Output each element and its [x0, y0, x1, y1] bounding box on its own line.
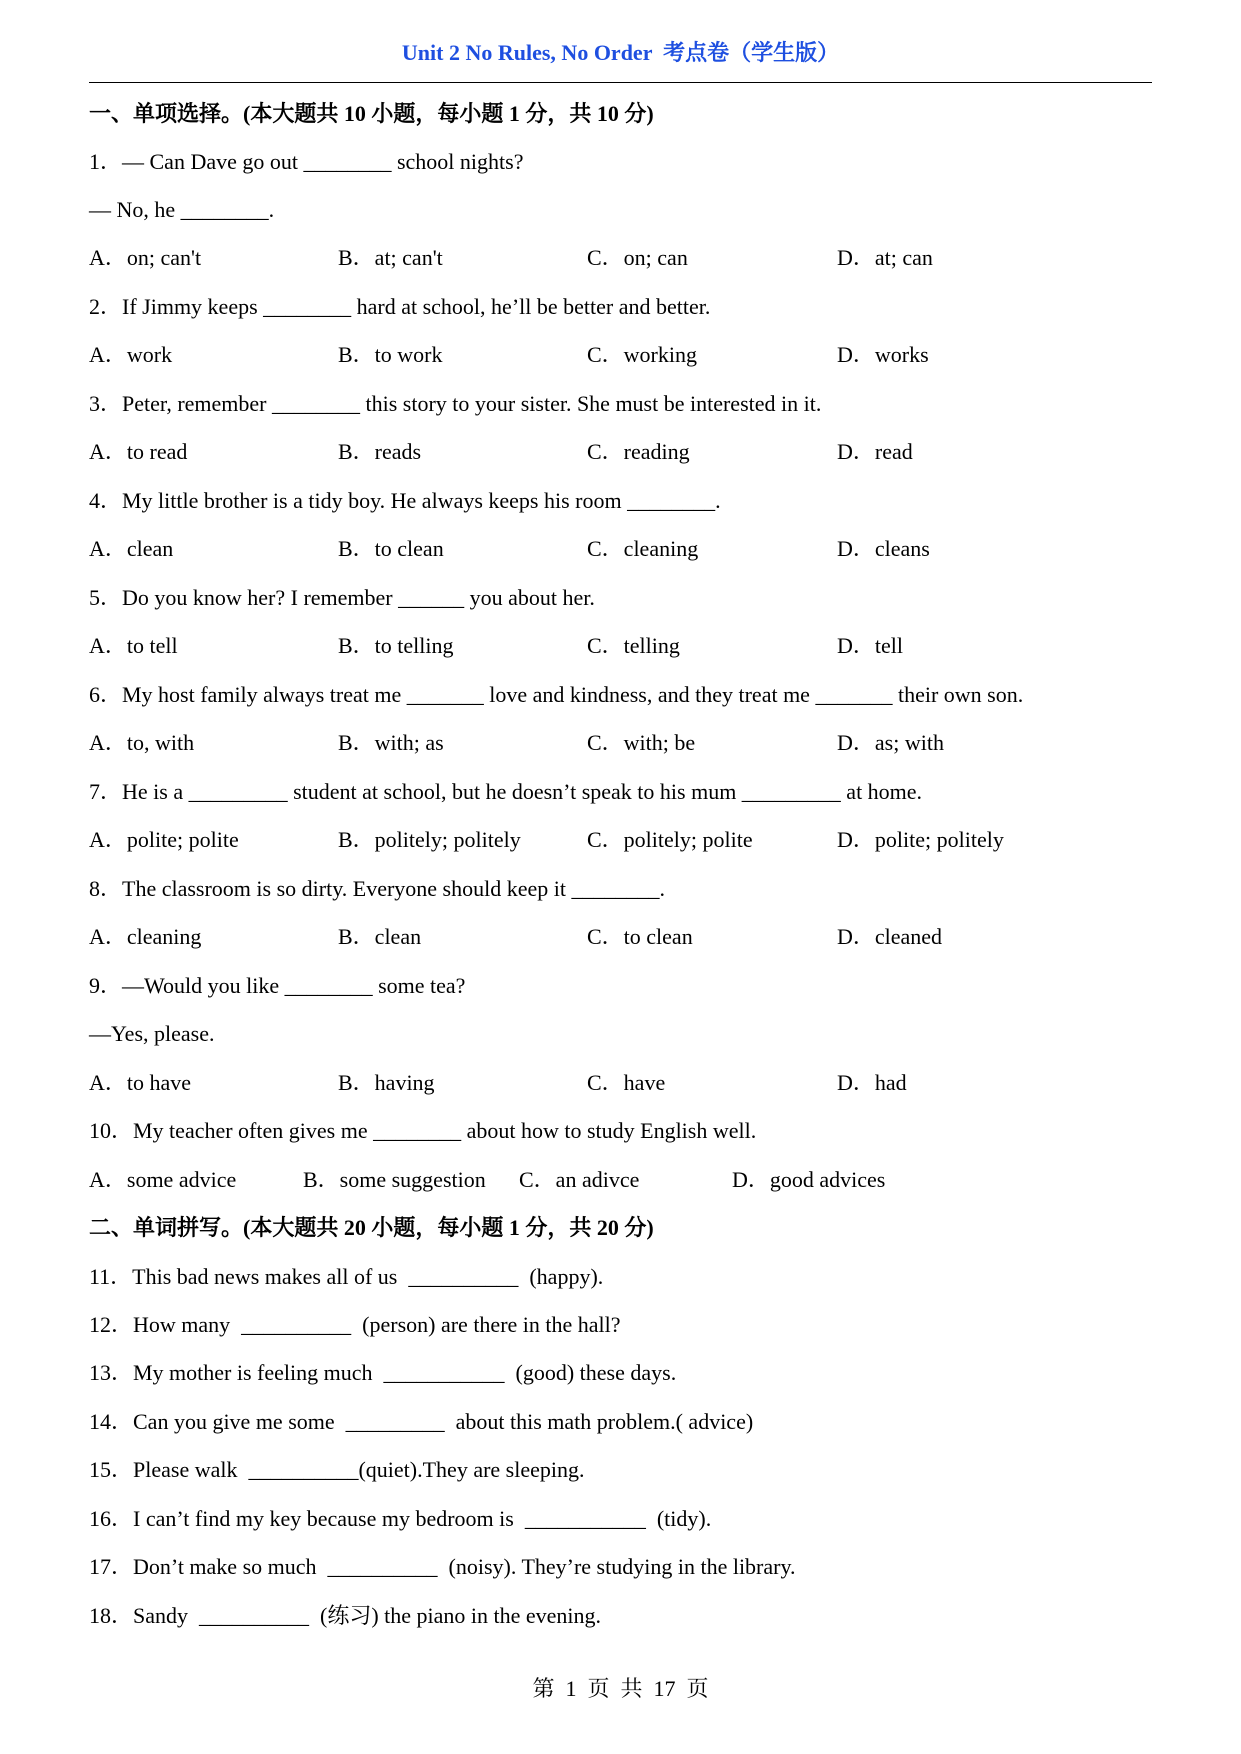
answer-options-row	[89, 728, 1152, 758]
answer-options-row	[89, 437, 1152, 467]
spelling-item: 12．How many __________ (person) are there in the hall?	[89, 1312, 621, 1337]
option-c[interactable]: C．an adivce	[519, 1167, 640, 1192]
option-b[interactable]: B．to telling	[338, 633, 454, 658]
option-a[interactable]: A．to read	[89, 439, 188, 464]
answer-options-row	[89, 1165, 1152, 1195]
question-stem: 6．My host family always treat me _______ love and kindness, and they treat me _______ their own son.	[89, 682, 1024, 707]
option-b[interactable]: B．to clean	[338, 536, 444, 561]
question-stem: 9．—Would you like ________ some tea?	[89, 973, 466, 998]
question-stem: 3．Peter, remember ________ this story to your sister. She must be interested in it.	[89, 391, 822, 416]
question-stem: 10．My teacher often gives me ________ about how to study English well.	[89, 1118, 757, 1143]
question-stem: 7．He is a _________ student at school, but he doesn’t speak to his mum _________ at home.	[89, 779, 923, 804]
answer-options-row	[89, 340, 1152, 370]
option-c[interactable]: C．reading	[587, 439, 690, 464]
answer-options-row	[89, 534, 1152, 564]
option-a[interactable]: A．some advice	[89, 1167, 237, 1192]
option-b[interactable]: B．politely; politely	[338, 827, 521, 852]
option-d[interactable]: D．had	[837, 1070, 907, 1095]
answer-options-row	[89, 243, 1152, 273]
option-d[interactable]: D．works	[837, 342, 929, 367]
option-d[interactable]: D．read	[837, 439, 913, 464]
question-stem: 8．The classroom is so dirty. Everyone should keep it ________.	[89, 876, 665, 901]
answer-options-row	[89, 825, 1152, 855]
question-stem: 4．My little brother is a tidy boy. He always keeps his room ________.	[89, 488, 721, 513]
spelling-item: 13．My mother is feeling much ___________ (good) these days.	[89, 1360, 677, 1385]
option-a[interactable]: A．cleaning	[89, 924, 202, 949]
option-d[interactable]: D．as; with	[837, 730, 944, 755]
option-b[interactable]: B．reads	[338, 439, 422, 464]
option-c[interactable]: C．cleaning	[587, 536, 699, 561]
question-stem-continued: — No, he ________.	[89, 197, 275, 222]
option-d[interactable]: D．good advices	[732, 1167, 886, 1192]
question-stem: 5．Do you know her? I remember ______ you about her.	[89, 585, 595, 610]
option-b[interactable]: B．with; as	[338, 730, 444, 755]
spelling-item: 14．Can you give me some _________ about this math problem.( advice)	[89, 1409, 754, 1434]
answer-options-row	[89, 1068, 1152, 1098]
spelling-item: 11．This bad news makes all of us __________ (happy).	[89, 1264, 604, 1289]
option-d[interactable]: D．cleans	[837, 536, 930, 561]
question-stem: 2．If Jimmy keeps ________ hard at school, he’ll be better and better.	[89, 294, 711, 319]
option-d[interactable]: D．polite; politely	[837, 827, 1004, 852]
option-c[interactable]: C．on; can	[587, 245, 688, 270]
option-d[interactable]: D．at; can	[837, 245, 933, 270]
option-c[interactable]: C．to clean	[587, 924, 693, 949]
question-stem-continued: —Yes, please.	[89, 1021, 215, 1046]
option-c[interactable]: C．have	[587, 1070, 666, 1095]
spelling-item: 17．Don’t make so much __________ (noisy). They’re studying in the library.	[89, 1554, 796, 1579]
spelling-item: 18．Sandy __________ (练习) the piano in the evening.	[89, 1603, 602, 1628]
option-a[interactable]: A．clean	[89, 536, 174, 561]
section-heading-spelling: 二、单词拼写。(本大题共 20 小题，每小题 1 分，共 20 分)	[89, 1215, 654, 1240]
option-b[interactable]: B．having	[338, 1070, 435, 1095]
spelling-item: 15．Please walk __________(quiet).They are sleeping.	[89, 1457, 585, 1482]
option-a[interactable]: A．polite; polite	[89, 827, 239, 852]
option-a[interactable]: A．on; can't	[89, 245, 202, 270]
header-divider	[89, 82, 1152, 83]
spelling-item: 16．I can’t find my key because my bedroom is ___________ (tidy).	[89, 1506, 712, 1531]
option-c[interactable]: C．politely; polite	[587, 827, 753, 852]
option-a[interactable]: A．to, with	[89, 730, 195, 755]
option-c[interactable]: C．working	[587, 342, 698, 367]
option-a[interactable]: A．to tell	[89, 633, 178, 658]
option-b[interactable]: B．to work	[338, 342, 443, 367]
page-number: 第 1 页 共 17 页	[532, 1676, 709, 1701]
option-d[interactable]: D．tell	[837, 633, 903, 658]
answer-options-row	[89, 922, 1152, 952]
option-b[interactable]: B．clean	[338, 924, 422, 949]
section-heading-single-choice: 一、单项选择。(本大题共 10 小题，每小题 1 分，共 10 分)	[89, 101, 654, 126]
option-d[interactable]: D．cleaned	[837, 924, 943, 949]
answer-options-row	[89, 631, 1152, 661]
option-a[interactable]: A．work	[89, 342, 173, 367]
option-c[interactable]: C．telling	[587, 633, 680, 658]
option-b[interactable]: B．at; can't	[338, 245, 443, 270]
page-title: Unit 2 No Rules, No Order 考点卷（学生版）	[401, 40, 840, 65]
option-b[interactable]: B．some suggestion	[303, 1167, 486, 1192]
option-a[interactable]: A．to have	[89, 1070, 192, 1095]
option-c[interactable]: C．with; be	[587, 730, 696, 755]
question-stem: 1．— Can Dave go out ________ school nights?	[89, 149, 524, 174]
